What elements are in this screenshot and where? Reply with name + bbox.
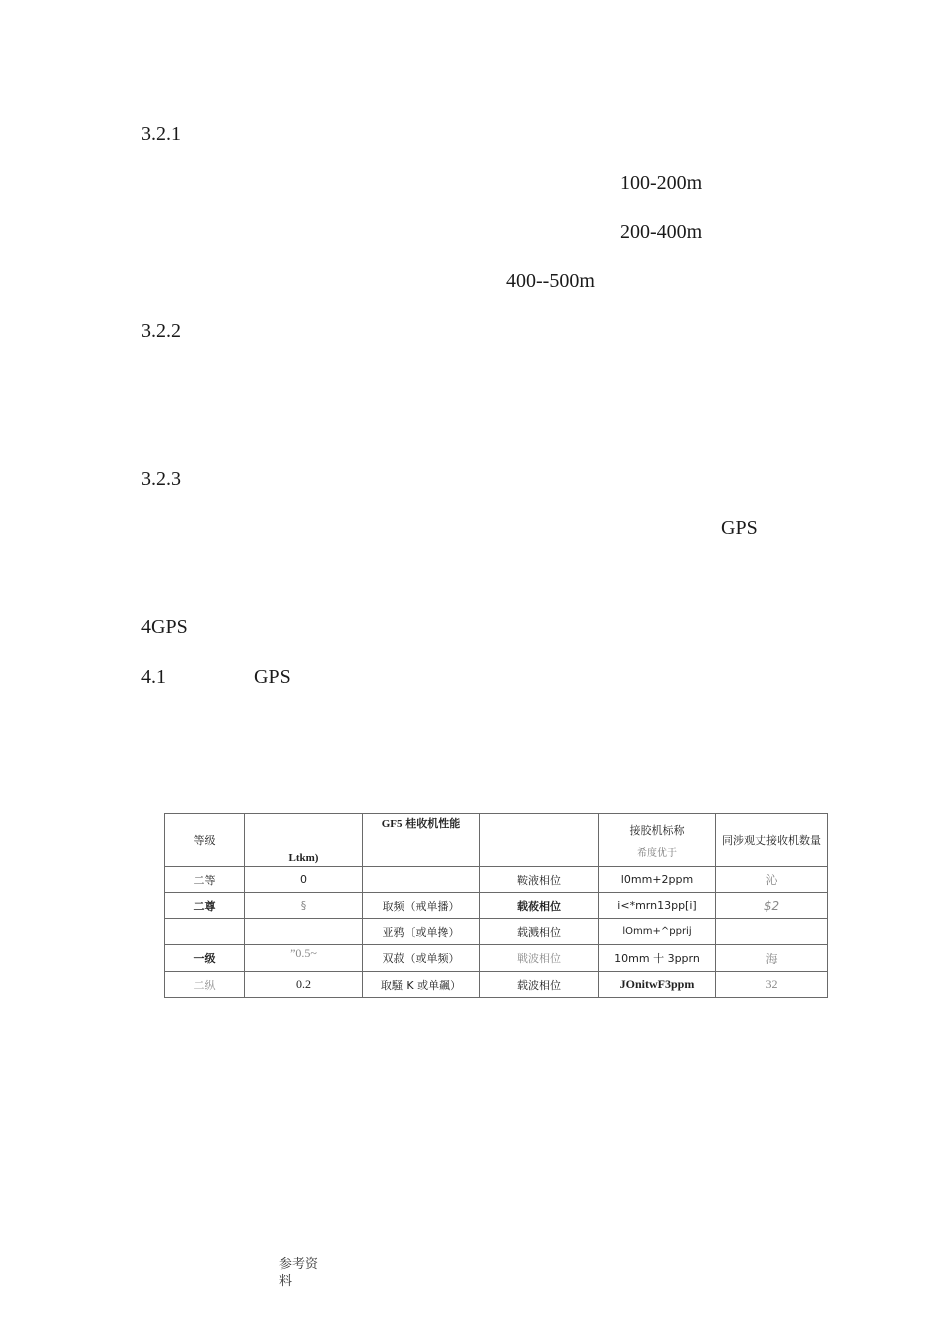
cell-accuracy: JOnitwF3ppm — [599, 972, 716, 998]
cell-receiver: 取騒 K 或单飆） — [363, 972, 480, 998]
chapter-heading-4: 4GPS — [141, 616, 188, 638]
cell-receiver — [363, 867, 480, 893]
cell-ltkm: 0.2 — [245, 972, 363, 998]
header-receiver-performance-text: GF5 桂收机性能 — [381, 818, 461, 830]
cell-accuracy: i<*mrn13pp[i] — [599, 893, 716, 919]
cell-count: 32 — [716, 972, 828, 998]
table-row — [165, 867, 828, 893]
table-row — [165, 893, 828, 919]
cell-ltkm: ”0.5~ — [245, 945, 363, 972]
cell-ltkm: 0 — [245, 867, 363, 893]
cell-receiver: 取频（戒单播） — [363, 893, 480, 919]
distance-400-500: 400--500m — [506, 270, 595, 292]
header-nominal-sublabel: 希度优于 — [637, 847, 677, 859]
cell-observation: 戦波相位 — [480, 945, 599, 972]
cell-count — [716, 919, 828, 945]
cell-receiver: 亚鸦〔或单搀） — [363, 919, 480, 945]
distance-100-200: 100-200m — [620, 172, 703, 194]
section-heading-3-2-2: 3.2.2 — [141, 320, 181, 342]
cell-observation: 鞍液相位 — [480, 867, 599, 893]
cell-observation: 载波相位 — [480, 972, 599, 998]
cell-observation: 载莜相位 — [480, 893, 599, 919]
header-grade: 等级 — [165, 814, 245, 867]
cell-accuracy: l0mm+2ppm — [599, 867, 716, 893]
table-row — [165, 945, 828, 972]
header-simultaneous-receiver-count: 同涉观丈接收机数量 — [716, 814, 828, 867]
cell-count: $2 — [716, 893, 828, 919]
gps-inline-text: GPS — [721, 517, 758, 539]
cell-ltkm — [245, 919, 363, 945]
cell-grade — [165, 919, 245, 945]
gps-grade-table — [164, 813, 828, 998]
cell-grade: 二纵 — [165, 972, 245, 998]
header-nominal-accuracy — [599, 814, 716, 867]
cell-grade: 二等 — [165, 867, 245, 893]
cell-ltkm: § — [245, 893, 363, 919]
header-ltkm: Ltkm) — [245, 814, 363, 867]
cell-grade: 一级 — [165, 945, 245, 972]
cell-observation: 载溅相位 — [480, 919, 599, 945]
section-heading-3-2-1: 3.2.1 — [141, 123, 181, 145]
cell-receiver: 双菽（或单频） — [363, 945, 480, 972]
section-heading-4-1-text: GPS — [254, 666, 291, 688]
cell-accuracy: lOmm+^pprij — [599, 919, 716, 945]
section-heading-4-1-number: 4.1 — [141, 666, 166, 688]
header-receiver-performance — [363, 814, 480, 867]
table-row — [165, 972, 828, 998]
cell-count: 海 — [716, 945, 828, 972]
page-footer: 参考资料 — [279, 1257, 319, 1289]
distance-200-400: 200-400m — [620, 221, 703, 243]
table-header-row — [165, 814, 828, 867]
cell-grade: 二尊 — [165, 893, 245, 919]
cell-accuracy: 10mm 十 3pprn — [599, 945, 716, 972]
section-heading-3-2-3: 3.2.3 — [141, 468, 181, 490]
cell-count: 沁 — [716, 867, 828, 893]
header-blank — [480, 814, 599, 867]
header-nominal-label: 接胶机标称 — [629, 823, 685, 837]
table-row — [165, 919, 828, 945]
